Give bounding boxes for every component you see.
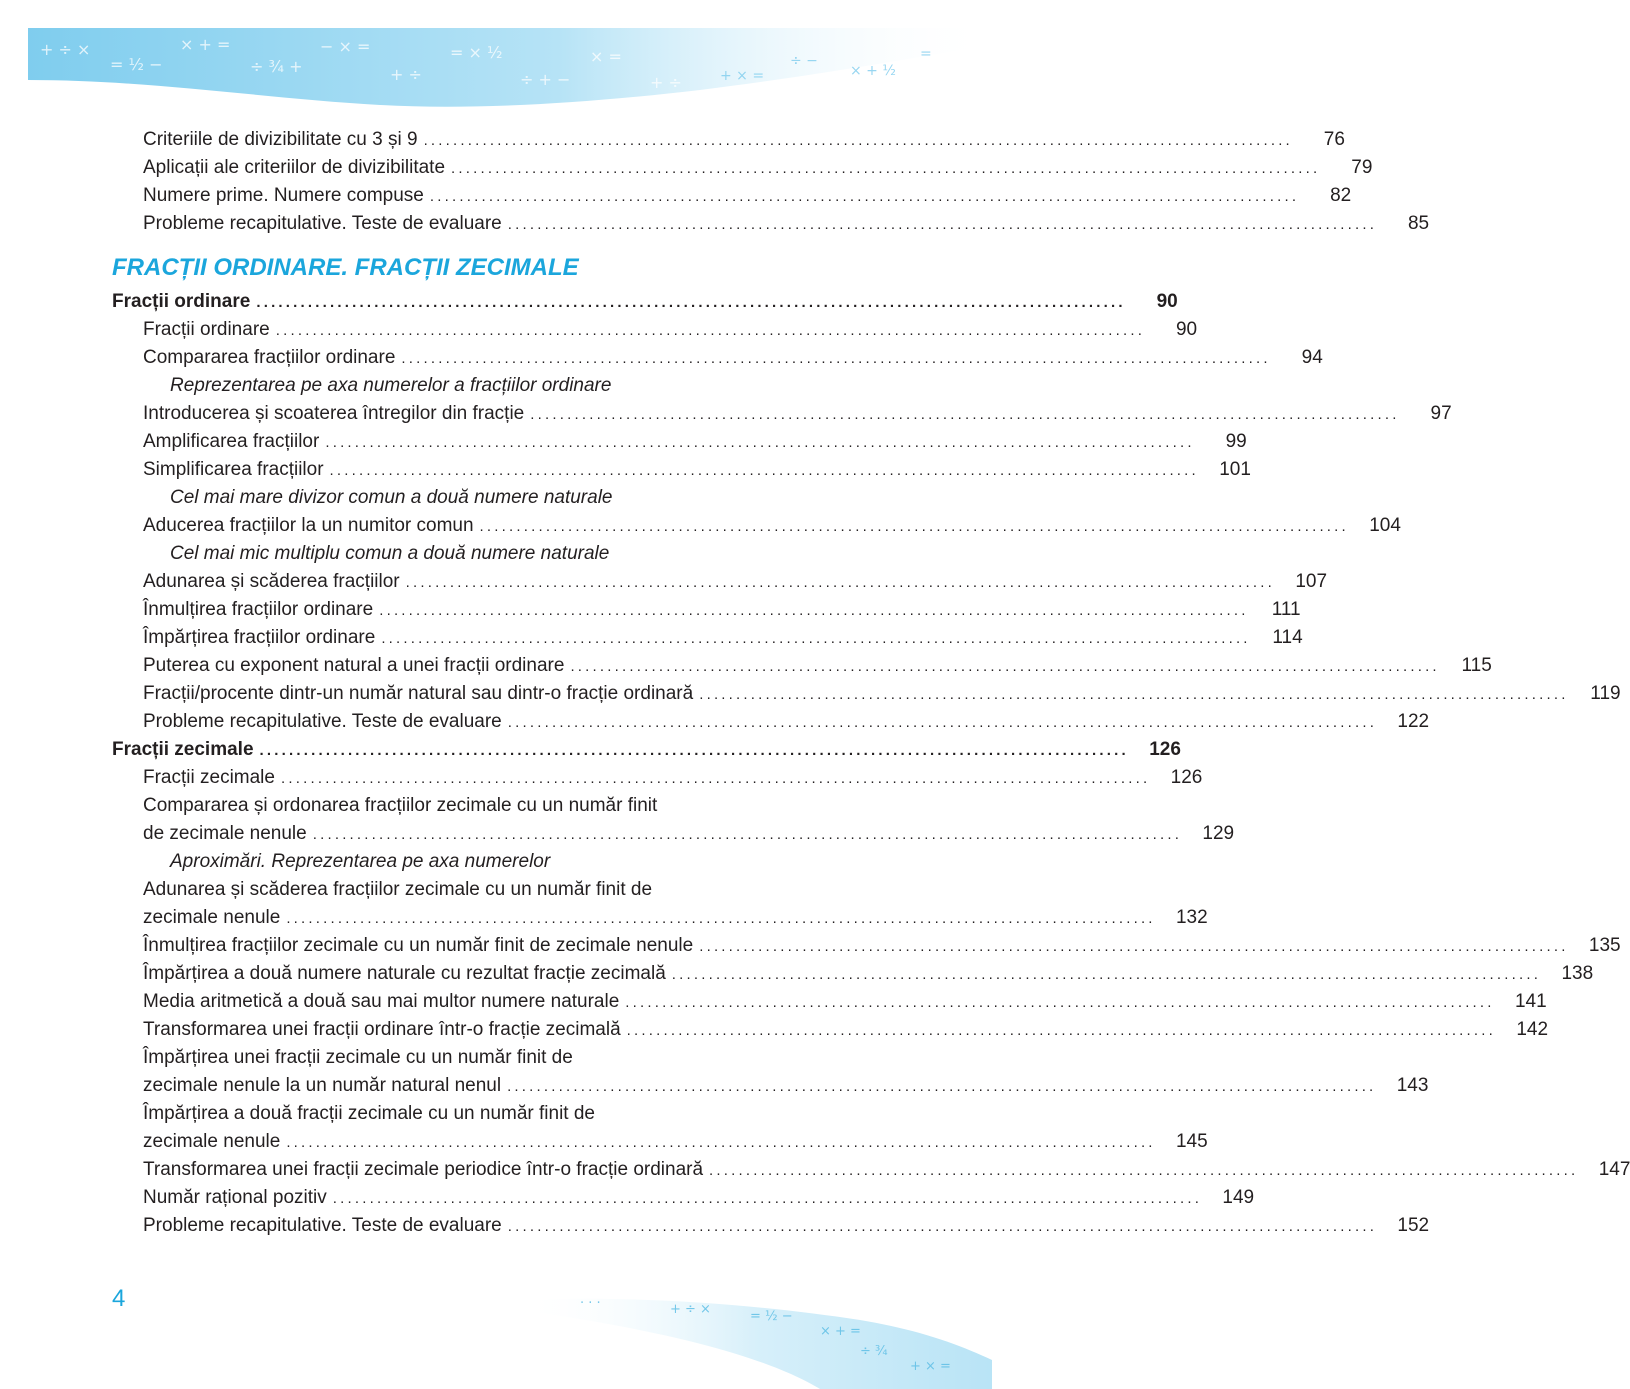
toc-zecimale-list: [112, 764, 1630, 1240]
svg-text:÷ + −: ÷ + −: [520, 70, 571, 89]
leader-dots: ......................................................................................................................: [259, 742, 1129, 759]
svg-text:÷ ¾ +: ÷ ¾ +: [250, 57, 303, 76]
svg-text:+ ÷: + ÷: [650, 73, 682, 92]
entry-title: Amplificarea fracțiilor: [143, 431, 320, 452]
entry-page: 152: [1397, 1215, 1430, 1236]
entry-title: Compararea și ordonarea fracțiilor zecimale cu un număr finit: [143, 795, 658, 816]
entry-page: 132: [1175, 907, 1208, 928]
entry-title: Fracții/procente dintr-un număr natural sau dintr-o fracție ordinară: [143, 683, 694, 704]
toc-entry[interactable]: [112, 988, 1547, 1016]
page-number: 4: [112, 1285, 126, 1312]
toc-entry[interactable]: [112, 344, 1323, 372]
leader-dots: ......................................................................................................................: [286, 910, 1156, 927]
entry-title: Înmulțirea fracțiilor zecimale cu un număr finit de zecimale nenule: [143, 935, 694, 956]
entry-title: Adunarea și scăderea fracțiilor: [143, 571, 400, 592]
entry-page: 85: [1407, 213, 1430, 234]
toc-entry[interactable]: [112, 400, 1452, 428]
svg-text:+ ÷ ×: + ÷ ×: [670, 1302, 711, 1317]
svg-text:× + =: × + =: [820, 1324, 861, 1339]
leader-dots: ......................................................................................................................: [570, 658, 1440, 675]
entry-page: 138: [1561, 963, 1594, 984]
entry-title: Numere prime. Numere compuse: [143, 185, 424, 206]
entry-page: 82: [1330, 185, 1352, 206]
entry-title: Transformarea unei fracții zecimale periodice într-o fracție ordinară: [143, 1159, 704, 1180]
entry-page: 111: [1271, 599, 1301, 620]
entry-page: 114: [1272, 627, 1303, 648]
entry-title: Împărțirea unei fracții zecimale cu un număr finit de: [143, 1047, 573, 1068]
svg-text:÷ ¾: ÷ ¾: [860, 1344, 888, 1359]
leader-dots: ......................................................................................................................: [325, 434, 1195, 451]
leader-dots: ......................................................................................................................: [332, 1190, 1203, 1207]
entry-page: 115: [1461, 655, 1492, 676]
leader-dots: ......................................................................................................................: [280, 770, 1151, 787]
leader-dots: ......................................................................................................................: [256, 294, 1126, 311]
toc-entry[interactable]: [112, 820, 1235, 848]
toc-entry-line1[interactable]: [112, 876, 874, 904]
leader-dots: ......................................................................................................................: [671, 966, 1542, 983]
toc-entry[interactable]: [112, 1128, 1208, 1156]
toc-subtopic: Cel mai mic multiplu comun a două numere naturale: [170, 543, 610, 564]
entry-page: 107: [1295, 571, 1328, 592]
entry-title: zecimale nenule la un număr natural nenul: [143, 1075, 502, 1096]
entry-title: Probleme recapitulative. Teste de evaluare: [143, 1215, 502, 1236]
toc-entry[interactable]: [112, 456, 1251, 484]
entry-page: 79: [1351, 157, 1373, 178]
toc-entry[interactable]: [112, 764, 1203, 792]
section-title: FRACȚII ORDINARE. FRACȚII ZECIMALE: [112, 254, 579, 281]
entry-title: Adunarea și scăderea fracțiilor zecimale cu un număr finit de: [143, 879, 653, 900]
entry-title: Fracții ordinare: [143, 319, 270, 340]
svg-text:= ½ −: = ½ −: [110, 55, 163, 74]
entry-title: Fracții zecimale: [143, 767, 275, 788]
entry-title: Simplificarea fracțiilor: [143, 459, 324, 480]
entry-page: 141: [1514, 991, 1547, 1012]
leader-dots: ......................................................................................................................: [507, 216, 1378, 233]
leader-dots: ......................................................................................................................: [423, 132, 1293, 149]
entry-title: Împărțirea a două numere naturale cu rezultat fracție zecimală: [143, 963, 666, 984]
leader-dots: ......................................................................................................................: [379, 602, 1249, 619]
svg-text:+ × =: + × =: [720, 68, 765, 84]
leader-dots: ......................................................................................................................: [405, 574, 1276, 591]
svg-text:· · ·: · · ·: [580, 1296, 601, 1311]
toc-entry[interactable]: [112, 154, 1373, 182]
entry-title: Media aritmetică a două sau mai multor numere naturale: [143, 991, 620, 1012]
leader-dots: ......................................................................................................................: [286, 1134, 1156, 1151]
entry-title: Probleme recapitulative. Teste de evaluare: [143, 213, 502, 234]
entry-page: 76: [1323, 129, 1345, 150]
entry-title: Criteriile de divizibilitate cu 3 și 9: [143, 129, 418, 150]
svg-text:=: =: [920, 46, 932, 62]
toc-entry[interactable]: [112, 708, 1430, 736]
svg-text:= × ½: = × ½: [450, 43, 503, 62]
leader-dots: ......................................................................................................................: [625, 994, 1495, 1011]
svg-text:× =: × =: [590, 47, 622, 66]
bottom-banner-decoration: [520, 1275, 992, 1389]
entry-page: 135: [1588, 935, 1621, 956]
toc-subtopic: Aproximări. Reprezentarea pe axa numerelor: [170, 851, 551, 872]
leader-dots: ......................................................................................................................: [699, 938, 1569, 955]
entry-title: zecimale nenule: [143, 1131, 281, 1152]
chapter-heading-fractii-zecimale[interactable]: [112, 736, 1181, 764]
entry-title: Aducerea fracțiilor la un numitor comun: [143, 515, 474, 536]
toc-subtopic: Reprezentarea pe axa numerelor a fracțiilor ordinare: [170, 375, 612, 396]
toc-entry[interactable]: [112, 210, 1430, 238]
svg-text:= ½ −: = ½ −: [750, 1309, 793, 1324]
svg-text:− × =: − × =: [320, 37, 371, 56]
toc-entry[interactable]: [112, 1184, 1255, 1212]
toc-entry[interactable]: [112, 624, 1303, 652]
toc-entry[interactable]: [112, 568, 1328, 596]
leader-dots: ......................................................................................................................: [312, 826, 1183, 843]
toc-entry[interactable]: [112, 680, 1621, 708]
leader-dots: ......................................................................................................................: [451, 160, 1321, 177]
entry-title: Înmulțirea fracțiilor ordinare: [143, 599, 374, 620]
chapter-page: 126: [1149, 739, 1181, 760]
toc-entry-line1[interactable]: [112, 1044, 874, 1072]
leader-dots: ......................................................................................................................: [401, 350, 1271, 367]
toc-entry[interactable]: [112, 512, 1401, 540]
leader-dots: ......................................................................................................................: [626, 1022, 1497, 1039]
entry-title: Compararea fracțiilor ordinare: [143, 347, 396, 368]
leader-dots: ......................................................................................................................: [329, 462, 1199, 479]
entry-title: Aplicații ale criteriilor de divizibilitate: [143, 157, 446, 178]
chapter-heading-fractii-ordinare[interactable]: [112, 288, 1178, 316]
leader-dots: ......................................................................................................................: [699, 686, 1569, 703]
entry-page: 99: [1225, 431, 1247, 452]
toc-entry[interactable]: [112, 960, 1594, 988]
entry-title: Probleme recapitulative. Teste de evaluare: [143, 711, 502, 732]
toc-entry[interactable]: [112, 1016, 1549, 1044]
entry-page: 97: [1430, 403, 1452, 424]
toc-entry[interactable]: [112, 904, 1208, 932]
entry-page: 142: [1516, 1019, 1549, 1040]
toc-entry[interactable]: [112, 1212, 1430, 1240]
toc-subtopic: Cel mai mare divizor comun a două numere naturale: [170, 487, 613, 508]
toc-entry-line1[interactable]: [112, 1100, 874, 1128]
entry-page: 143: [1396, 1075, 1429, 1096]
entry-page: 122: [1397, 711, 1430, 732]
leader-dots: ......................................................................................................................: [530, 406, 1400, 423]
svg-text:× + =: × + =: [180, 35, 231, 54]
entry-page: 94: [1301, 347, 1323, 368]
toc-entry[interactable]: [112, 182, 1352, 210]
entry-page: 145: [1175, 1131, 1208, 1152]
chapter-title: Fracții ordinare: [112, 291, 251, 312]
entry-title: de zecimale nenule: [143, 823, 307, 844]
leader-dots: ......................................................................................................................: [507, 1078, 1377, 1095]
top-banner-decoration: [0, 0, 992, 130]
chapter-title: Fracții zecimale: [112, 739, 254, 760]
table-of-contents: [112, 126, 1630, 1240]
entry-title: Puterea cu exponent natural a unei fracții ordinare: [143, 655, 565, 676]
toc-ordinare-list: [112, 316, 1621, 736]
toc-entry[interactable]: [112, 652, 1492, 680]
entry-page: 104: [1369, 515, 1401, 536]
svg-text:÷ −: ÷ −: [790, 53, 818, 69]
leader-dots: ......................................................................................................................: [429, 188, 1300, 205]
chapter-page: 90: [1156, 291, 1178, 312]
toc-top-list: [112, 126, 1430, 238]
entry-title: Împărțirea fracțiilor ordinare: [143, 627, 376, 648]
svg-text:+ × =: + × =: [910, 1359, 951, 1374]
entry-page: 149: [1222, 1187, 1255, 1208]
entry-page: 126: [1170, 767, 1203, 788]
entry-title: Introducerea și scoaterea întregilor din fracție: [143, 403, 525, 424]
entry-title: zecimale nenule: [143, 907, 281, 928]
toc-entry[interactable]: [112, 126, 1345, 154]
leader-dots: ......................................................................................................................: [275, 322, 1146, 339]
svg-text:+ ÷: + ÷: [390, 65, 422, 84]
leader-dots: ......................................................................................................................: [479, 518, 1349, 535]
leader-dots: ......................................................................................................................: [507, 1218, 1378, 1235]
entry-title: Transformarea unei fracții ordinare într-o fracție zecimală: [143, 1019, 621, 1040]
toc-entry[interactable]: [112, 1072, 1429, 1100]
leader-dots: ......................................................................................................................: [507, 714, 1378, 731]
entry-title: Împărțirea a două fracții zecimale cu un număr finit de: [143, 1103, 595, 1124]
svg-text:+ ÷ ×: + ÷ ×: [40, 40, 91, 59]
entry-title: Număr rațional pozitiv: [143, 1187, 327, 1208]
entry-page: 119: [1590, 683, 1621, 704]
entry-page: 129: [1202, 823, 1235, 844]
toc-entry[interactable]: [112, 428, 1247, 456]
toc-entry[interactable]: [112, 316, 1198, 344]
svg-text:× + ½: × + ½: [850, 63, 896, 79]
leader-dots: ......................................................................................................................: [709, 1162, 1579, 1179]
toc-entry[interactable]: [112, 932, 1621, 960]
entry-page: 90: [1175, 319, 1198, 340]
toc-entry-line1[interactable]: [112, 792, 874, 820]
leader-dots: ......................................................................................................................: [381, 630, 1251, 647]
toc-entry[interactable]: [112, 1156, 1630, 1184]
entry-page: 101: [1219, 459, 1251, 480]
entry-page: 147: [1598, 1159, 1630, 1180]
toc-entry[interactable]: [112, 596, 1301, 624]
